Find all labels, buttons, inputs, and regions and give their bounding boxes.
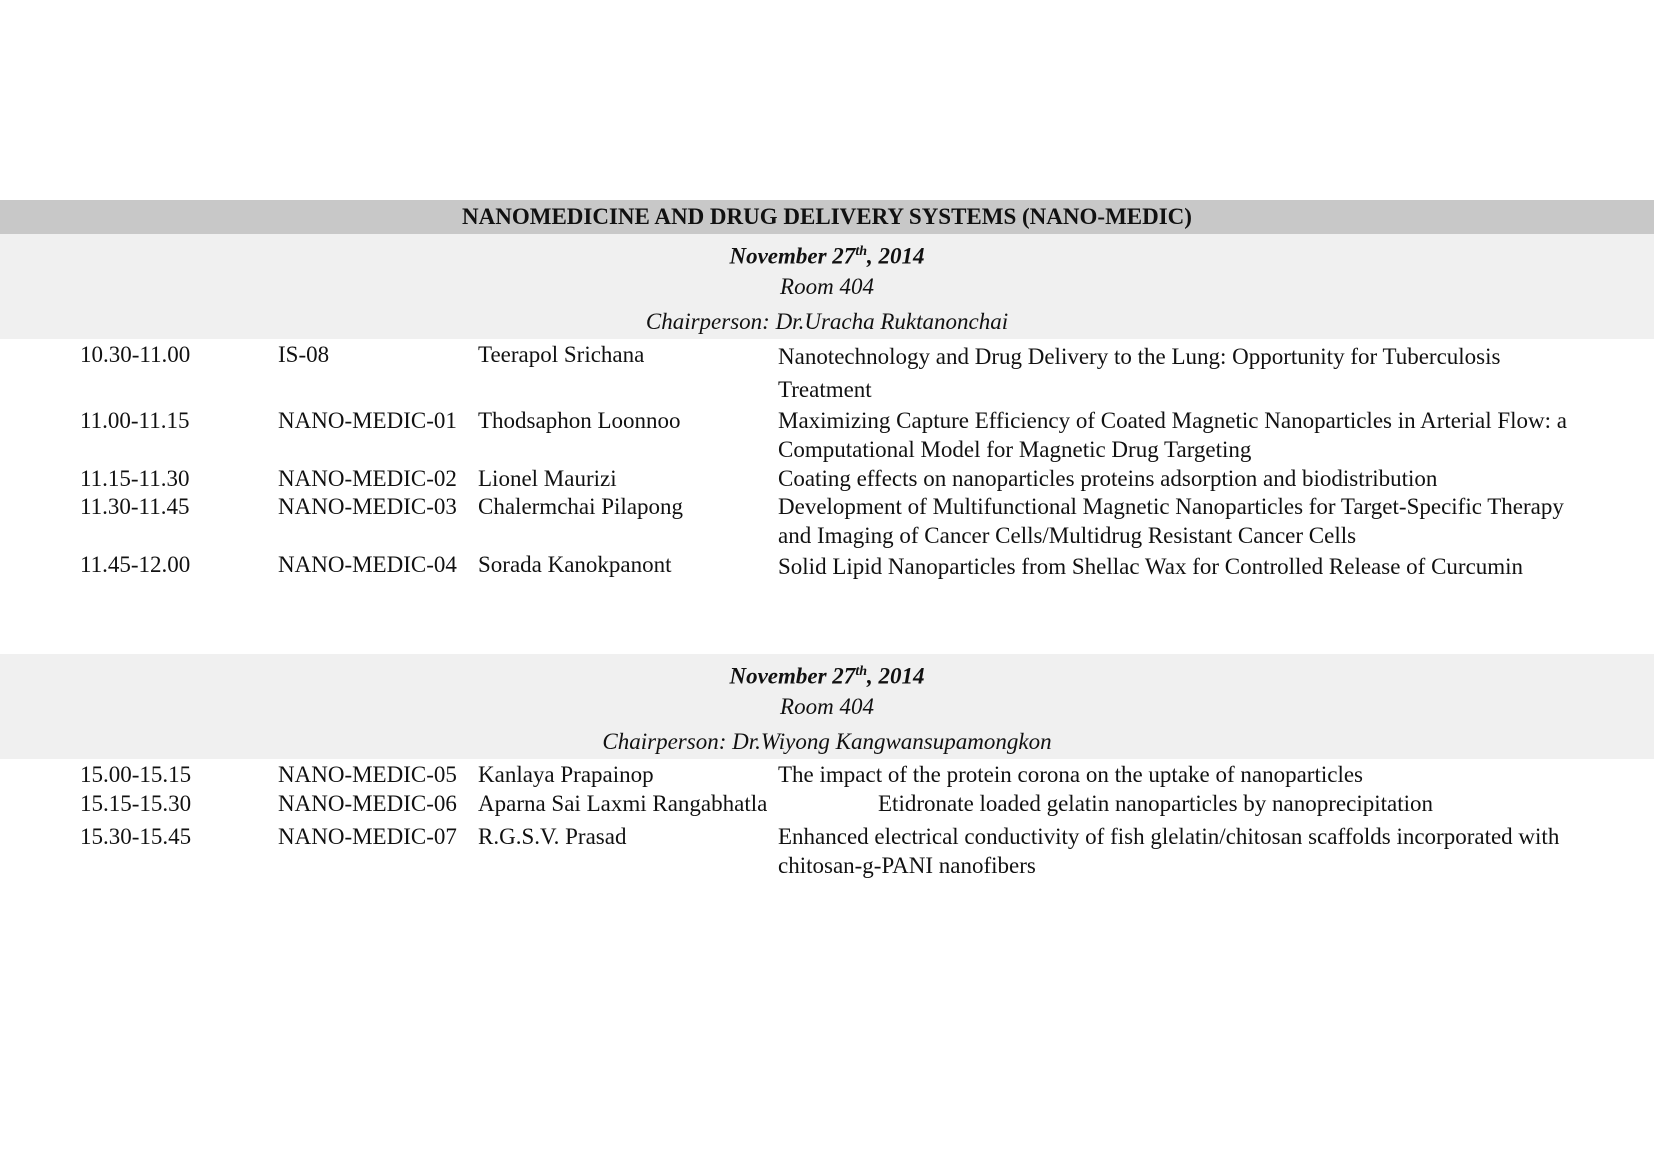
- talk-title: Maximizing Capture Efficiency of Coated Magnetic Nanoparticles in Arterial Flow: a Computational Model for Magnetic Drug Targeting: [778, 408, 1568, 462]
- talk-time: 11.15-11.30: [80, 466, 190, 491]
- talk-speaker: R.G.S.V. Prasad: [478, 824, 627, 849]
- talk-time: 11.45-12.00: [80, 552, 191, 577]
- talk-speaker: Kanlaya Prapainop: [478, 762, 654, 787]
- talk-time: 15.30-15.45: [80, 824, 192, 849]
- session-chair: Chairperson: Dr.Uracha Ruktanonchai: [645, 309, 1009, 334]
- talk-time: 15.00-15.15: [80, 762, 192, 787]
- talk-title: Enhanced electrical conductivity of fish glelatin/chitosan scaffolds incorporated with chitosan-g-PANI nanofibers: [778, 824, 1560, 878]
- talk-title: Solid Lipid Nanoparticles from Shellac Wax for Controlled Release of Curcumin: [778, 554, 1524, 579]
- session-room: Room 404: [780, 694, 874, 719]
- talk-code: NANO-MEDIC-04: [278, 552, 457, 577]
- talk-speaker: Sorada Kanokpanont: [478, 552, 672, 577]
- talk-speaker: Thodsaphon Loonnoo: [478, 408, 681, 433]
- talk-title: Nanotechnology and Drug Delivery to the Lung: Opportunity for Tuberculosis Treatment: [778, 344, 1501, 402]
- talk-speaker: Teerapol Srichana: [478, 342, 645, 367]
- talk-code: NANO-MEDIC-07: [278, 824, 457, 849]
- talk-code: IS-08: [278, 342, 330, 367]
- talk-title: The impact of the protein corona on the uptake of nanoparticles: [778, 762, 1364, 787]
- talk-speaker: Lionel Maurizi: [478, 466, 617, 491]
- talk-code: NANO-MEDIC-06: [278, 791, 457, 816]
- session-date: November 27th, 2014: [729, 243, 925, 269]
- talk-title: Coating effects on nanoparticles proteins adsorption and biodistribution: [778, 466, 1438, 491]
- talk-time: 15.15-15.30: [80, 791, 192, 816]
- session-room: Room 404: [780, 274, 874, 299]
- session-header-1: [0, 234, 1654, 339]
- talk-speaker: Aparna Sai Laxmi Rangabhatla: [478, 791, 768, 816]
- talk-code: NANO-MEDIC-02: [278, 466, 457, 491]
- talk-time: 11.30-11.45: [80, 494, 190, 519]
- session-header-2: [0, 654, 1654, 759]
- talk-time: 10.30-11.00: [80, 342, 191, 367]
- talk-title: Etidronate loaded gelatin nanoparticles by nanoprecipitation: [878, 791, 1433, 816]
- section-title: NANOMEDICINE AND DRUG DELIVERY SYSTEMS (NANO-MEDIC): [0, 200, 1654, 234]
- talk-time: 11.00-11.15: [80, 408, 190, 433]
- talk-code: NANO-MEDIC-03: [278, 494, 457, 519]
- talk-code: NANO-MEDIC-01: [278, 408, 457, 433]
- session-chair: Chairperson: Dr.Wiyong Kangwansupamongkon: [602, 729, 1052, 754]
- talk-speaker: Chalermchai Pilapong: [478, 494, 684, 519]
- talk-title: Development of Multifunctional Magnetic Nanoparticles for Target-Specific Therapy and Imaging of Cancer Cells/Multidrug Resistant Cancer Cells: [778, 494, 1564, 548]
- talk-code: NANO-MEDIC-05: [278, 762, 457, 787]
- session-date: November 27th, 2014: [729, 663, 925, 689]
